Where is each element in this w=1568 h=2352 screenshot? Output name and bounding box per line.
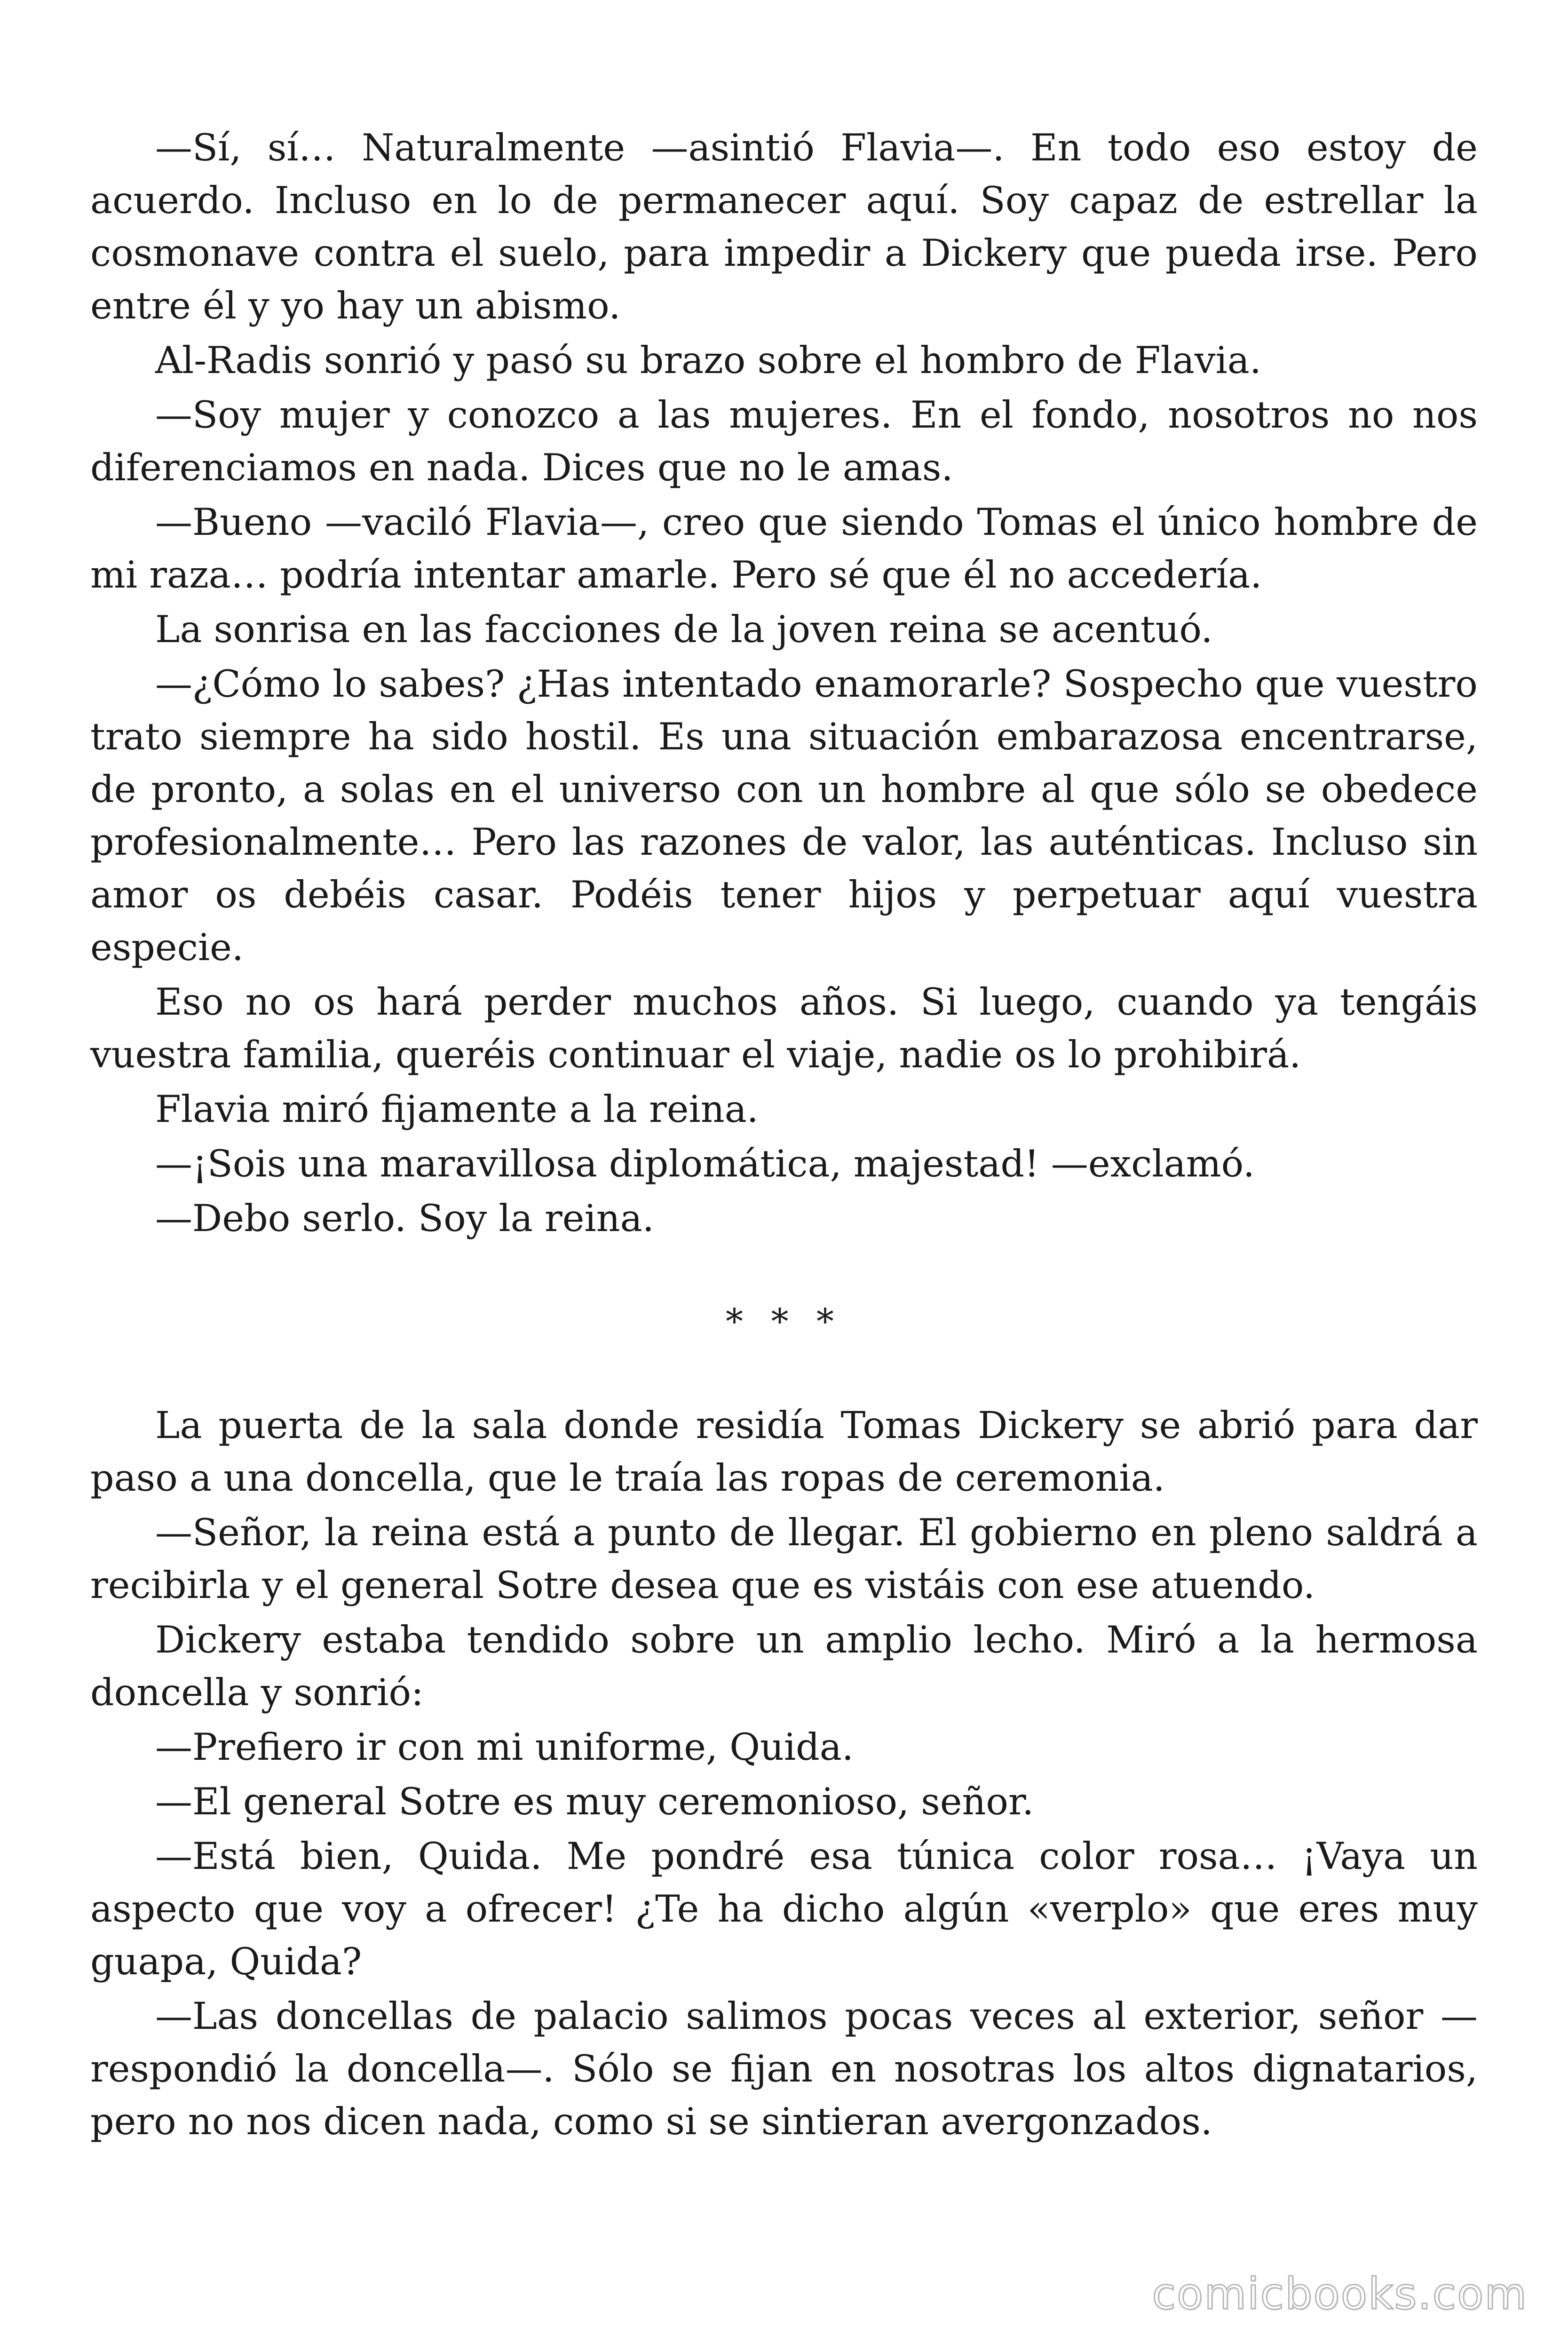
paragraph: —¡Sois una maravillosa diplomática, majestad! —exclamó. [155, 1142, 1255, 1185]
paragraph: Eso no os hará perder muchos años. Si luego, cuando ya tengáis vuestra familia, queréis continuar el viaje, nadie os lo prohibirá. [90, 980, 1478, 1076]
paragraph: —¿Cómo lo sabes? ¿Has intentado enamorarle? Sospecho que vuestro trato siempre ha sido hostil. Es una situación embarazosa encentrarse, de pronto, a solas en el universo con un hombre al que sólo se obedece profesionalmente… Pero las razones de valor, las auténticas. Incluso sin amor os debéis casar. Podéis tener hijos y perpetuar aquí vuestra especie. [90, 662, 1478, 969]
paragraph: Flavia miró fijamente a la reina. [155, 1088, 759, 1131]
paragraph: —Bueno —vaciló Flavia—, creo que siendo Tomas el único hombre de mi raza… podría intentar amarle. Pero sé que él no accedería. [90, 501, 1478, 596]
paragraph: —El general Sotre es muy ceremonioso, señor. [155, 1780, 1034, 1823]
paragraph: Dickery estaba tendido sobre un amplio lecho. Miró a la hermosa doncella y sonrió: [90, 1618, 1478, 1714]
paragraph: Al-Radis sonrió y pasó su brazo sobre el hombro de Flavia. [155, 339, 1261, 382]
section-separator: * * * [725, 1302, 843, 1342]
paragraph: —Las doncellas de palacio salimos pocas veces al exterior, señor —respondió la doncella—. Sólo se fijan en nosotras los altos dignatarios, pero no nos dicen nada, como si se sintieran avergonzados. [90, 1994, 1478, 2143]
paragraph: La puerta de la sala donde residía Tomas Dickery se abrió para dar paso a una doncella, que le traía las ropas de ceremonia. [90, 1404, 1478, 1500]
paragraph: —Señor, la reina está a punto de llegar. El gobierno en pleno saldrá a recibirla y el general Sotre desea que es vistáis con ese atuendo. [90, 1511, 1478, 1607]
watermark: comicbooks.com [1152, 2269, 1528, 2319]
paragraph: —Debo serlo. Soy la reina. [155, 1197, 654, 1240]
paragraph: —Soy mujer y conozco a las mujeres. En el fondo, nosotros no nos diferenciamos en nada. Dices que no le amas. [90, 393, 1478, 489]
paragraph: —Sí, sí… Naturalmente —asintió Flavia—. En todo eso estoy de acuerdo. Incluso en lo de permanecer aquí. Soy capaz de estrellar la cosmonave contra el suelo, para impedir a Dickery que pueda irse. Pero entre él y yo hay un abismo. [90, 126, 1478, 327]
paragraph: La sonrisa en las facciones de la joven reina se acentuó. [155, 608, 1213, 651]
paragraph: —Está bien, Quida. Me pondré esa túnica color rosa… ¡Vaya un aspecto que voy a ofrecer! ¿Te ha dicho algún «verplo» que eres muy guapa, Quida? [90, 1835, 1478, 1983]
paragraph: —Prefiero ir con mi uniforme, Quida. [155, 1725, 854, 1769]
page-body [90, 121, 1478, 2150]
